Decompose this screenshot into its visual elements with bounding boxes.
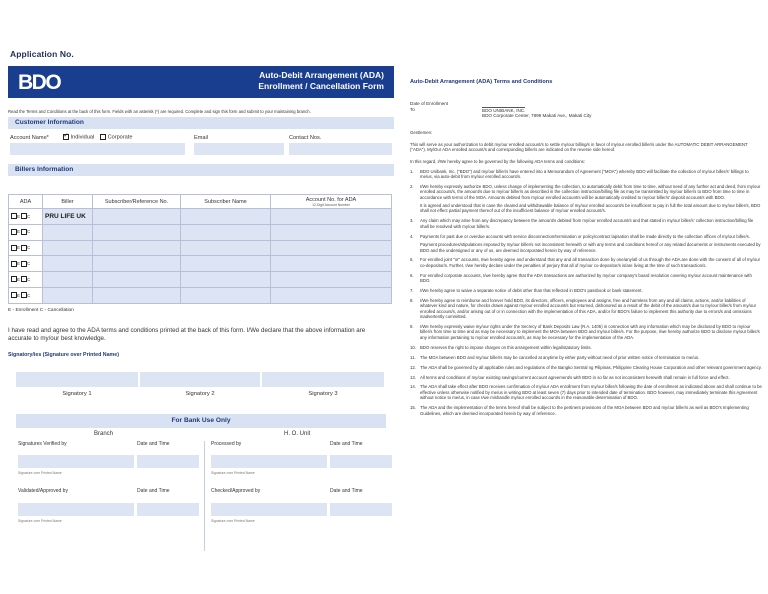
signature-field-1[interactable] [16, 372, 138, 387]
term-item [410, 355, 762, 360]
term-text: The ADA shall be governed by all applicable rules and regulations of the Bangko Sentral ng Pilipinas, Philippine Clearing House Corporation and other relevant government agency. [420, 364, 762, 370]
date-time-label: Date and Time [330, 440, 363, 447]
ada-cell [9, 272, 43, 288]
contact-label: Contact Nos. [289, 135, 322, 141]
enroll-checkbox[interactable] [11, 292, 17, 298]
cancel-letter: C [27, 276, 31, 282]
date-time-field[interactable] [330, 503, 392, 516]
to-label: To [410, 107, 415, 113]
table-row [9, 256, 392, 272]
date-time-field[interactable] [137, 455, 199, 468]
biller-cell[interactable] [43, 256, 93, 272]
term-text: All terms and conditions of my/our existing savings/current account agreement/s with BDO in so far as not inconsistent herewith shall remain in full force and effect. [420, 374, 730, 380]
term-number: 1. [410, 168, 414, 174]
individual-checkbox[interactable] [63, 134, 69, 140]
enroll-checkbox[interactable] [11, 213, 17, 219]
checked-field[interactable] [211, 503, 327, 516]
col-account [271, 195, 392, 209]
corporate-label: Corporate [107, 134, 133, 141]
term-number: 12. [410, 364, 416, 370]
bank-grid [8, 441, 394, 553]
printed-name-caption: Signature over Printed Name [211, 470, 255, 475]
term-item [410, 384, 762, 400]
greeting: Gentlemen: [410, 130, 433, 136]
term-number: 11. [410, 354, 416, 360]
cancel-checkbox[interactable] [21, 245, 27, 251]
reference-cell[interactable] [93, 209, 181, 225]
col-account-sublabel: 12-Digit Account Number [312, 202, 350, 207]
bank-divider [204, 441, 205, 551]
enroll-checkbox[interactable] [11, 229, 17, 235]
reference-cell[interactable] [93, 287, 181, 303]
term-text: BDO Unibank, Inc. ("BDO") and my/our biller/s have entered into a Memorandum of Agreement ("MOA") whereby BDO will facilitate the collection of my/our biller/s' billings to me/us, via auto-debit from my/our enrolled account/s. [420, 168, 749, 179]
table-row [9, 224, 392, 240]
account-cell[interactable] [271, 287, 392, 303]
ada-form [8, 66, 394, 553]
cancel-checkbox[interactable] [21, 229, 27, 235]
table-row [9, 240, 392, 256]
cancel-checkbox[interactable] [21, 276, 27, 282]
processed-by-field[interactable] [211, 455, 327, 468]
reference-cell[interactable] [93, 240, 181, 256]
term-number: 8. [410, 297, 414, 303]
account-name-field[interactable] [10, 143, 185, 155]
term-item [410, 405, 762, 416]
term-number: 14. [410, 384, 416, 390]
table-row [9, 272, 392, 288]
bank-subheaders [8, 431, 394, 441]
term-number: 13. [410, 374, 416, 380]
biller-cell[interactable] [43, 240, 93, 256]
term-item [410, 169, 762, 180]
term-item [410, 365, 762, 370]
signatories-title: Signatory/ies (Signature over Printed Name) [8, 351, 119, 358]
term-number: 4. [410, 233, 414, 239]
table-row [9, 287, 392, 303]
billers-section [8, 164, 394, 313]
intro-para: This will serve as your authorization to debit my/our enrolled account/s to settle my/our billing/s in favor of my/our enrolled biller/s under the AUTOMATIC DEBIT ARRANGEMENT ("ADA"). My/Our ADA enrolled account/s and corresponding biller/s are indicated on the reverse side hereof. [410, 141, 748, 153]
processed-by-label: Processed by [211, 440, 242, 447]
regard-para: In this regard, I/We hereby agree to be governed by the following ADA terms and conditions: [410, 158, 586, 164]
ada-cell [9, 224, 43, 240]
reference-cell[interactable] [93, 272, 181, 288]
enroll-letter: E [17, 229, 21, 235]
signatory-3-label: Signatory 3 [308, 390, 338, 397]
form-title-line2: Enrollment / Cancellation Form [258, 81, 384, 91]
reference-cell[interactable] [93, 224, 181, 240]
account-cell[interactable] [271, 256, 392, 272]
reference-cell[interactable] [93, 256, 181, 272]
terms-title: Auto-Debit Arrangement (ADA) Terms and Conditions [410, 79, 553, 85]
to-line1: BDO UNIBANK, INC. [482, 108, 526, 114]
cancel-letter: C [27, 245, 31, 251]
enroll-checkbox[interactable] [11, 245, 17, 251]
biller-cell[interactable] [43, 287, 93, 303]
biller-cell[interactable] [43, 272, 93, 288]
term-number: 6. [410, 272, 414, 278]
account-cell[interactable] [271, 224, 392, 240]
subscriber-cell[interactable] [181, 240, 271, 256]
terms-page [410, 80, 762, 416]
term-number: 7. [410, 288, 414, 294]
date-of-enrollment-label: Date of Enrollment [410, 101, 449, 107]
col-subscriber: Subscriber Name [181, 195, 271, 209]
term-text: For enrolled corporate accounts, I/we hereby agree that the ADA transactions are authorized by my/our company's board resolution covering my/our account maintenance with BDO. [420, 272, 752, 284]
term-text: The ADA and the implementation of the terms hereof shall be subject to the pertinent provisions of the MOA between BDO and my/our biller/s as well as BDO's Implementing Guidelines, which are deemed incorporated herein by way of reference. [420, 405, 749, 416]
ada-cell [9, 287, 43, 303]
individual-option[interactable] [63, 134, 94, 140]
subscriber-cell[interactable] [181, 224, 271, 240]
enroll-checkbox[interactable] [11, 276, 17, 282]
cancel-letter: C [27, 229, 31, 235]
printed-name-caption: Signature over Printed Name [18, 470, 62, 475]
form-title [258, 70, 384, 92]
ho-unit-label: H. O. Unit [284, 430, 311, 437]
individual-label: Individual [70, 134, 95, 141]
col-biller: Biller [43, 195, 93, 209]
term-number: 10. [410, 344, 416, 350]
term-item [410, 184, 762, 200]
signature-field-2[interactable] [140, 372, 260, 387]
date-time-field[interactable] [330, 455, 392, 468]
signatory-2-label: Signatory 2 [185, 390, 215, 397]
term-text: I/We hereby agree to waive a separate notice of debit other than that reflected in BDO's passbook or bank statement. [420, 288, 643, 294]
term-text: I/We hereby expressly authorize BDO, unless change of implementing the collection, to automatically debit from time to time, without need of any further act and deed, from my/our enrolled account/s, the amount/s due to my/our biller/s as described in the collection instruction/billing file as may be transmitted by my/our biller/s to BDO from time to time in accordance with terms of the MOA. Amounts debited from my/our enrolled account/s will be automatically credited to my/our biller/s' deposit account/s with BDO. [420, 183, 761, 200]
cancel-letter: C [27, 213, 31, 219]
term-text: BDO reserves the right to impose charges on this arrangement within legal/statutory limits. [420, 344, 592, 350]
term-item [410, 375, 762, 380]
declaration-text: I have read and agree to the ADA terms and conditions printed at the back of this form. I/We declare that the above information are accurate to my/our best knowledge. [8, 326, 366, 343]
term-item [410, 234, 762, 239]
sig-verified-field[interactable] [18, 455, 134, 468]
enroll-letter: E [17, 292, 21, 298]
term-item [410, 257, 762, 268]
date-time-label: Date and Time [330, 487, 363, 494]
printed-name-caption: Signature over Printed Name [18, 518, 62, 523]
ada-cell [9, 256, 43, 272]
subscriber-cell[interactable] [181, 287, 271, 303]
contact-field[interactable] [289, 143, 392, 155]
col-ada: ADA [9, 195, 43, 209]
subscriber-cell[interactable] [181, 209, 271, 225]
term-item [410, 273, 762, 284]
email-field[interactable] [194, 143, 284, 155]
term-number: 3. [410, 218, 414, 224]
billers-table [8, 194, 392, 304]
billers-info-header: Billers Information [8, 164, 394, 176]
form-banner [8, 66, 394, 98]
term-item [410, 218, 762, 229]
email-label: Email [194, 135, 208, 141]
corporate-option[interactable] [100, 134, 132, 140]
date-time-label: Date and Time [137, 440, 170, 447]
terms-meta [410, 101, 762, 119]
term-text: For enrolled joint "or" accounts, I/we hereby agree and understand that any and all transaction done by one/any/all of us through the ADA are done with the consent of all of my/our co-depositor/s. Further, I/we hereby declare under the penalties of perjury that all of my/our co-depositor/s is/are living at the time of such transaction/s. [420, 257, 761, 268]
form-title-line1: Auto-Debit Arrangement (ADA) [259, 70, 384, 80]
account-name-label: Account Name* [10, 135, 49, 141]
validated-field[interactable] [18, 503, 134, 516]
enroll-letter: E [17, 261, 21, 267]
ada-cell [9, 240, 43, 256]
term-number: 2. [410, 183, 414, 189]
printed-name-caption: Signature over Printed Name [211, 518, 255, 523]
bdo-logo: BDO [18, 71, 61, 94]
term-subpara: Payment procedures/stipulations imposed by my/our biller/s not inconsistent herewith or with any terms and conditions hereof or any related documents or instruments executed by BDO and the undersigned or any of us, are deemed incorporated herein by way of reference. [420, 242, 761, 253]
customer-info-header: Customer Information [8, 117, 394, 129]
bank-use-header: For Bank Use Only [16, 414, 386, 428]
sig-verified-label: Signatures Verified by [18, 440, 67, 447]
bank-use-section [8, 414, 394, 553]
corporate-checkbox[interactable] [100, 134, 106, 140]
col-reference: Subscriber/Reference No. [93, 195, 181, 209]
validated-label: Validated/Approved by [18, 487, 68, 494]
term-number: 9. [410, 324, 414, 330]
checked-label: Checked/Approved by [211, 487, 261, 494]
col-account-label: Account No. for ADA [305, 196, 357, 203]
branch-label: Branch [94, 430, 114, 437]
term-item [410, 345, 762, 350]
account-cell[interactable] [271, 272, 392, 288]
cancel-checkbox[interactable] [21, 213, 27, 219]
enroll-letter: E [17, 213, 21, 219]
term-item [410, 288, 762, 293]
term-text: I/We hereby expressly waive my/our rights under the Secrecy of Bank Deposits Law (R.A. 1405) in connection with any information which may be disclosed by BDO to my/our biller/s from time to time and as may be necessary to implement the MOA between BDO and my/our biller/s. For the purpose, I/we hereby authorize BDO to disclose my/our biller/s any information pertaining to my/our enrolled account/s, as may be necessary for the implementation of the ADA. [420, 324, 760, 340]
term-number: 15. [410, 405, 416, 411]
account-cell[interactable] [271, 240, 392, 256]
term-text: Any claim which may arise from any discrepancy between the amount/s debited from my/our enrolled account/s and that stated in my/our biller/s' collection instruction/billing file shall be resolved with my/our biller/s. [420, 218, 754, 229]
table-row [9, 209, 392, 225]
cancel-letter: C [27, 292, 31, 298]
term-item [410, 324, 762, 340]
term-text: The ADA shall take effect after BDO receives confirmation of my/our ADA enrollment from my/our biller/s following the date of enrollment as indicated above and shall continue to be effective unless otherwise notified by me/us in writing BDO at least seven (7) days prior to intended date of termination. BDO however, may immediately terminate this Agreement without notice to me/us, in case I/we mishandle my/our enrolled account/s in the reasonable determination of BDO. [420, 384, 762, 401]
term-item [410, 298, 762, 320]
subscriber-cell[interactable] [181, 256, 271, 272]
form-instructions: Read the Terms and Conditions at the back of this form. Fields with an asterisk (*) are required. Complete and sign this form and submit to your maintaining branch. [8, 109, 311, 114]
customer-info-row [8, 132, 394, 156]
date-time-field[interactable] [137, 503, 199, 516]
signatory-1-label: Signatory 1 [62, 390, 92, 397]
term-subpara: It is agreed and understood that in case the cleared and withdrawable balance of my/our enrolled account/s be insufficient to pay in full the total amount due to my/our biller/s, BDO shall not effect partial payment thereof out of the insufficient balance of my/our enrolled account/s. [420, 203, 761, 214]
biller-cell[interactable] [43, 224, 93, 240]
subscriber-cell[interactable] [181, 272, 271, 288]
ada-cell [9, 209, 43, 225]
enroll-checkbox[interactable] [11, 261, 17, 267]
cancel-checkbox[interactable] [21, 261, 27, 267]
enroll-letter: E [17, 276, 21, 282]
term-text: I/We hereby agree to reimburse and forever hold BDO, its directors, officers, employees and assigns, free and harmless from any and all claims, actions, and/or liabilities of whatever kind and nature, for checks drawn against my/our enrolled account/s but returned, dishonored as a result of the debit of the amount/s due to my/our biller/s from my/our enrolled account/s, and/or arising out of or in connection with the implementation of this ADA, and/or for BDO's failure to implement this authority due to errors/s and omissions inadvertently committed. [420, 297, 757, 320]
to-line2: BDO Corporate Center, 7899 Makati Ave., Makati City [482, 113, 592, 119]
cancel-letter: C [27, 261, 31, 267]
signature-field-3[interactable] [262, 372, 384, 387]
application-number-label: Application No. [10, 49, 74, 59]
signatories-row [8, 372, 394, 408]
term-text: The MOA between BDO and my/our biller/s may be cancelled at anytime by either party without need of prior written notice of termination to me/us. [420, 354, 700, 360]
enroll-letter: E [17, 245, 21, 251]
account-cell[interactable] [271, 209, 392, 225]
ada-legend: E - Enrollment C - Cancellation [8, 307, 74, 313]
term-text: Payments for past due or overdue accounts with service disconnection/termination or policy/contract lapsation shall be made directly to the collection offices of my/our biller/s. [420, 233, 750, 239]
biller-cell[interactable]: PRU LIFE UK [43, 209, 93, 225]
date-time-label: Date and Time [137, 487, 170, 494]
cancel-checkbox[interactable] [21, 292, 27, 298]
term-number: 5. [410, 257, 414, 263]
